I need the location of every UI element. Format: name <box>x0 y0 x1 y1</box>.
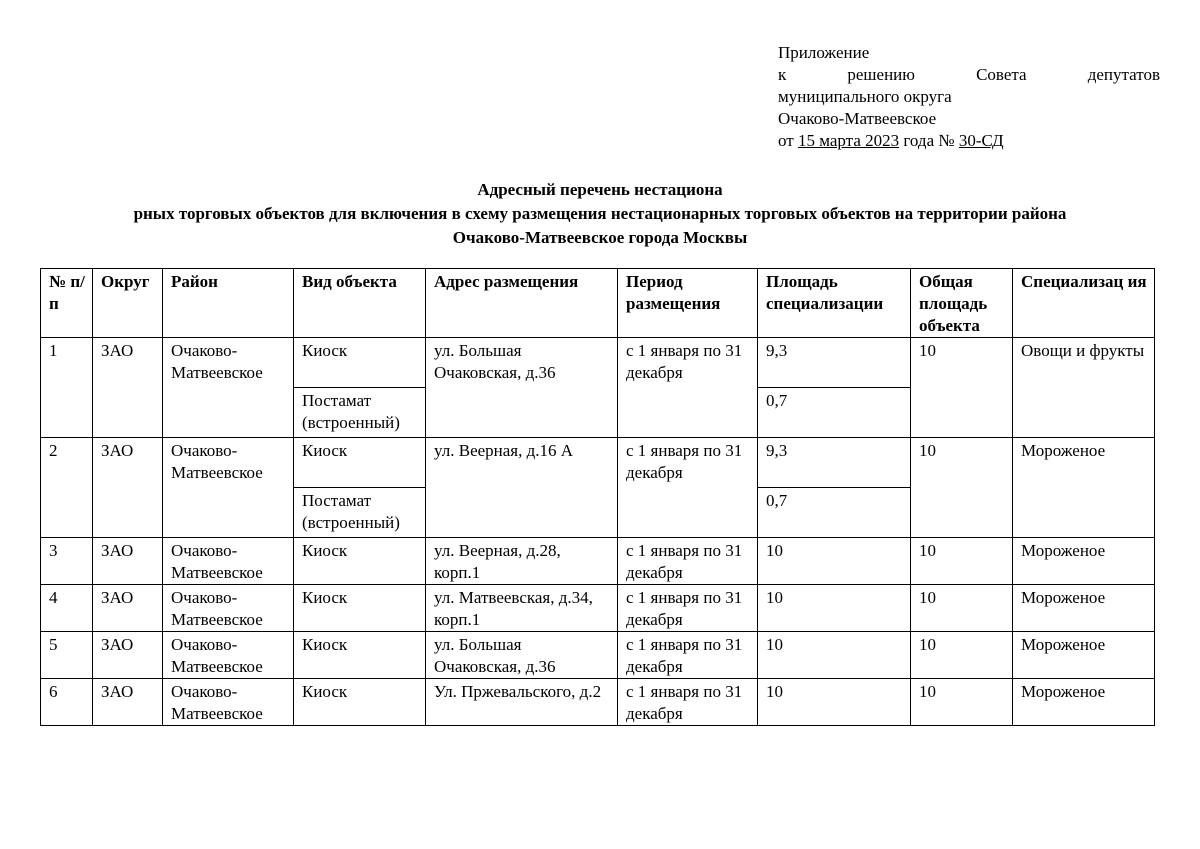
appendix-word: Совета <box>976 65 1027 84</box>
cell-period: с 1 января по 31 декабря <box>618 585 758 632</box>
cell-rayon: Очаково-Матвеевское <box>163 585 294 632</box>
cell-vid: Киоск <box>294 632 426 679</box>
cell-okrug: ЗАО <box>93 538 163 585</box>
cell-area: 9,3 <box>758 438 911 488</box>
cell-vid: Постамат (встроенный) <box>294 488 426 538</box>
header-area: Площадь специализации <box>758 269 911 338</box>
cell-area: 10 <box>758 585 911 632</box>
cell-total: 10 <box>911 538 1013 585</box>
appendix-line-1: Приложение <box>778 43 870 62</box>
cell-num: 6 <box>41 679 93 726</box>
cell-total: 10 <box>911 338 1013 438</box>
cell-num: 1 <box>41 338 93 438</box>
appendix-line-2 <box>778 64 1160 86</box>
cell-spec: Мороженое <box>1013 538 1155 585</box>
cell-rayon: Очаково-Матвеевское <box>163 338 294 438</box>
cell-num: 3 <box>41 538 93 585</box>
cell-area: 10 <box>758 538 911 585</box>
cell-total: 10 <box>911 438 1013 538</box>
header-address: Адрес размещения <box>426 269 618 338</box>
title-line-1: Адресный перечень нестациона <box>477 180 723 199</box>
document-title <box>40 178 1160 250</box>
cell-vid: Киоск <box>294 438 426 488</box>
appendix-number-prefix: года № <box>903 131 955 150</box>
cell-rayon: Очаково-Матвеевское <box>163 679 294 726</box>
cell-okrug: ЗАО <box>93 679 163 726</box>
cell-spec: Мороженое <box>1013 438 1155 538</box>
header-num: № п/п <box>41 269 93 338</box>
cell-okrug: ЗАО <box>93 438 163 538</box>
cell-address: ул. Большая Очаковская, д.36 <box>426 632 618 679</box>
cell-vid: Киоск <box>294 679 426 726</box>
cell-rayon: Очаково-Матвеевское <box>163 632 294 679</box>
table-header-row <box>41 269 1155 338</box>
header-vid: Вид объекта <box>294 269 426 338</box>
cell-num: 4 <box>41 585 93 632</box>
cell-rayon: Очаково-Матвеевское <box>163 438 294 538</box>
cell-period: с 1 января по 31 декабря <box>618 438 758 538</box>
table-row <box>41 632 1155 679</box>
cell-address: ул. Матвеевская, д.34, корп.1 <box>426 585 618 632</box>
cell-spec: Мороженое <box>1013 679 1155 726</box>
cell-period: с 1 января по 31 декабря <box>618 538 758 585</box>
appendix-line-3: муниципального округа <box>778 87 952 106</box>
header-rayon: Район <box>163 269 294 338</box>
cell-total: 10 <box>911 679 1013 726</box>
header-period: Период размещения <box>618 269 758 338</box>
cell-num: 2 <box>41 438 93 538</box>
cell-area: 0,7 <box>758 388 911 438</box>
cell-spec: Мороженое <box>1013 585 1155 632</box>
appendix-block <box>778 42 1160 152</box>
table-row <box>41 585 1155 632</box>
appendix-number: 30-СД <box>958 131 1004 150</box>
appendix-date-prefix: от <box>778 131 794 150</box>
cell-vid: Постамат (встроенный) <box>294 388 426 438</box>
cell-vid: Киоск <box>294 338 426 388</box>
table-row <box>41 338 1155 388</box>
cell-area: 0,7 <box>758 488 911 538</box>
cell-area: 10 <box>758 679 911 726</box>
appendix-date: 15 марта 2023 <box>797 131 900 150</box>
cell-area: 9,3 <box>758 338 911 388</box>
cell-address: ул. Веерная, д.16 А <box>426 438 618 538</box>
cell-okrug: ЗАО <box>93 338 163 438</box>
table-row <box>41 538 1155 585</box>
cell-okrug: ЗАО <box>93 632 163 679</box>
cell-address: Ул. Пржевальского, д.2 <box>426 679 618 726</box>
header-spec: Специализац ия <box>1013 269 1155 338</box>
title-line-2: рных торговых объектов для включения в схему размещения нестационарных торговых объектов на территории района <box>133 204 1067 223</box>
cell-period: с 1 января по 31 декабря <box>618 338 758 438</box>
title-line-3: Очаково-Матвеевское города Москвы <box>452 228 748 247</box>
cell-vid: Киоск <box>294 585 426 632</box>
header-total: Общая площадь объекта <box>911 269 1013 338</box>
cell-vid: Киоск <box>294 538 426 585</box>
appendix-word: решению <box>847 65 915 84</box>
cell-area: 10 <box>758 632 911 679</box>
cell-okrug: ЗАО <box>93 585 163 632</box>
cell-period: с 1 января по 31 декабря <box>618 632 758 679</box>
cell-spec: Мороженое <box>1013 632 1155 679</box>
cell-num: 5 <box>41 632 93 679</box>
cell-address: ул. Большая Очаковская, д.36 <box>426 338 618 438</box>
cell-total: 10 <box>911 585 1013 632</box>
cell-total: 10 <box>911 632 1013 679</box>
cell-spec: Овощи и фрукты <box>1013 338 1155 438</box>
objects-table <box>40 268 1155 726</box>
appendix-line-5 <box>778 130 1160 152</box>
table-row <box>41 679 1155 726</box>
appendix-word: к <box>778 65 787 84</box>
header-okrug: Округ <box>93 269 163 338</box>
appendix-word: депутатов <box>1087 65 1160 84</box>
table-row <box>41 438 1155 488</box>
appendix-line-4: Очаково-Матвеевское <box>778 109 937 128</box>
cell-period: с 1 января по 31 декабря <box>618 679 758 726</box>
cell-address: ул. Веерная, д.28, корп.1 <box>426 538 618 585</box>
cell-rayon: Очаково-Матвеевское <box>163 538 294 585</box>
